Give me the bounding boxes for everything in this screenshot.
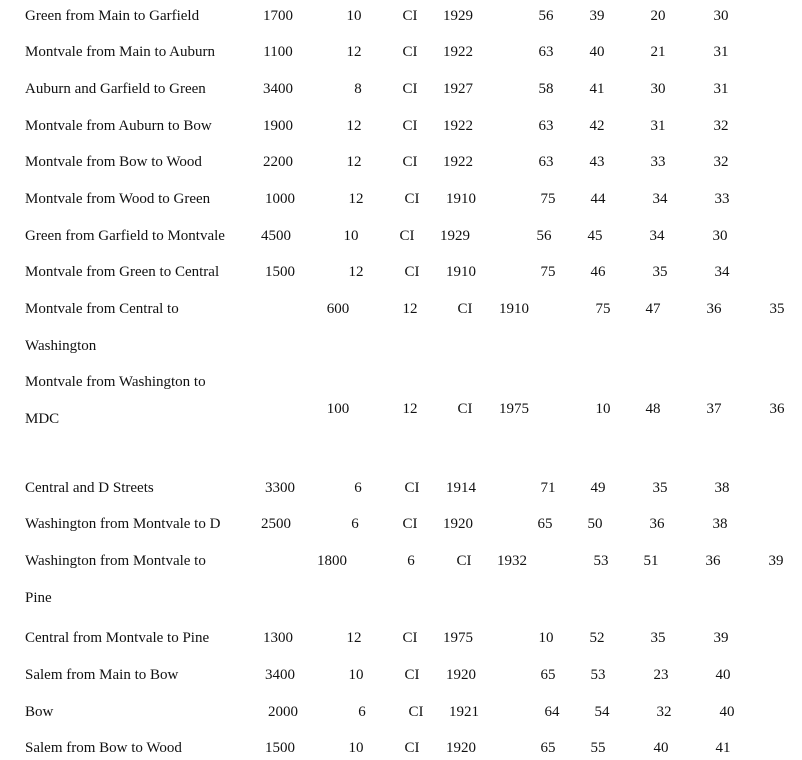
number-cell: 45 <box>587 228 603 244</box>
table-row <box>0 628 802 648</box>
table-row <box>0 478 802 498</box>
value-cell-1: 36 <box>649 516 665 532</box>
value-cell-2: 40 <box>715 667 731 683</box>
length-cell: 2200 <box>263 154 293 170</box>
number-cell: 47 <box>645 301 661 317</box>
location-cell: Central and D Streets <box>25 480 154 496</box>
material-cell: CI <box>402 44 418 60</box>
number-cell: 49 <box>590 480 606 496</box>
value-cell-2: 40 <box>719 704 735 720</box>
year-cell: 1975 <box>499 401 529 417</box>
number-cell: 44 <box>590 191 606 207</box>
length-cell: 1800 <box>317 553 347 569</box>
size-cell: 10 <box>346 8 362 24</box>
value-cell-1: 23 <box>653 667 669 683</box>
value-cell-2: 35 <box>769 301 785 317</box>
number-cell: 46 <box>590 264 606 280</box>
value-cell-2: 36 <box>769 401 785 417</box>
value-cell-1: 33 <box>650 154 666 170</box>
year-cell: 1927 <box>443 81 473 97</box>
table-row <box>0 79 802 99</box>
number-cell: 42 <box>589 118 605 134</box>
year-cell: 1910 <box>446 264 476 280</box>
location-cell: Montvale from Green to Central <box>25 264 220 280</box>
location-cell: Montvale from Central to <box>25 301 179 317</box>
size-cell: 12 <box>402 301 418 317</box>
age-cell: 10 <box>595 401 611 417</box>
number-cell: 39 <box>589 8 605 24</box>
value-cell-2: 32 <box>713 118 729 134</box>
material-cell: CI <box>399 228 415 244</box>
year-cell: 1910 <box>499 301 529 317</box>
location-cell-continued: Washington <box>25 338 97 354</box>
number-cell: 43 <box>589 154 605 170</box>
location-cell: Montvale from Bow to Wood <box>25 154 202 170</box>
length-cell: 100 <box>326 401 350 417</box>
value-cell-2: 38 <box>712 516 728 532</box>
number-cell: 54 <box>594 704 610 720</box>
location-cell-continued: MDC <box>25 411 60 427</box>
length-cell: 2500 <box>261 516 291 532</box>
size-cell: 12 <box>348 264 364 280</box>
value-cell-2: 30 <box>713 8 729 24</box>
value-cell-2: 31 <box>713 44 729 60</box>
value-cell-1: 35 <box>650 630 666 646</box>
length-cell: 1700 <box>263 8 293 24</box>
length-cell: 3300 <box>265 480 295 496</box>
length-cell: 1900 <box>263 118 293 134</box>
table-row <box>0 738 802 758</box>
material-cell: CI <box>404 740 420 756</box>
material-cell: CI <box>404 264 420 280</box>
size-cell: 12 <box>346 630 362 646</box>
value-cell-1: 20 <box>650 8 666 24</box>
number-cell: 52 <box>589 630 605 646</box>
length-cell: 600 <box>326 301 350 317</box>
size-cell: 12 <box>348 191 364 207</box>
age-cell: 56 <box>536 228 552 244</box>
location-cell: Green from Garfield to Montvale <box>25 228 225 244</box>
size-cell: 6 <box>358 704 366 720</box>
value-cell-1: 34 <box>649 228 665 244</box>
material-cell: CI <box>402 630 418 646</box>
value-cell-2: 39 <box>713 630 729 646</box>
table-row <box>0 665 802 685</box>
age-cell: 56 <box>538 8 554 24</box>
number-cell: 40 <box>589 44 605 60</box>
location-cell: Salem from Bow to Wood <box>25 740 182 756</box>
length-cell: 1500 <box>265 264 295 280</box>
location-cell: Salem from Main to Bow <box>25 667 179 683</box>
location-cell: Central from Montvale to Pine <box>25 630 210 646</box>
size-cell: 6 <box>351 516 359 532</box>
value-cell-2: 33 <box>714 191 730 207</box>
year-cell: 1920 <box>446 740 476 756</box>
age-cell: 58 <box>538 81 554 97</box>
number-cell: 48 <box>645 401 661 417</box>
location-cell: Washington from Montvale to <box>25 553 206 569</box>
age-cell: 75 <box>595 301 611 317</box>
number-cell: 51 <box>643 553 659 569</box>
length-cell: 3400 <box>263 81 293 97</box>
location-cell: Montvale from Main to Auburn <box>25 44 215 60</box>
value-cell-1: 31 <box>650 118 666 134</box>
length-cell: 2000 <box>268 704 298 720</box>
size-cell: 12 <box>346 154 362 170</box>
year-cell: 1929 <box>440 228 470 244</box>
year-cell: 1920 <box>443 516 473 532</box>
number-cell: 53 <box>590 667 606 683</box>
age-cell: 10 <box>538 630 554 646</box>
year-cell: 1921 <box>449 704 479 720</box>
value-cell-2: 41 <box>715 740 731 756</box>
value-cell-1: 40 <box>653 740 669 756</box>
location-cell: Washington from Montvale to D <box>25 516 221 532</box>
material-cell: CI <box>456 553 472 569</box>
year-cell: 1975 <box>443 630 473 646</box>
year-cell: 1932 <box>497 553 527 569</box>
year-cell: 1910 <box>446 191 476 207</box>
length-cell: 3400 <box>265 667 295 683</box>
value-cell-1: 36 <box>706 301 722 317</box>
length-cell: 1300 <box>263 630 293 646</box>
length-cell: 1100 <box>263 44 293 60</box>
location-cell: Montvale from Washington to <box>25 374 206 390</box>
age-cell: 71 <box>540 480 556 496</box>
value-cell-2: 38 <box>714 480 730 496</box>
age-cell: 63 <box>538 118 554 134</box>
size-cell: 6 <box>354 480 362 496</box>
location-cell: Bow <box>25 704 54 720</box>
number-cell: 55 <box>590 740 606 756</box>
value-cell-1: 21 <box>650 44 666 60</box>
value-cell-2: 32 <box>713 154 729 170</box>
material-cell: CI <box>402 81 418 97</box>
year-cell: 1929 <box>443 8 473 24</box>
size-cell: 12 <box>346 118 362 134</box>
age-cell: 64 <box>544 704 560 720</box>
table-row <box>0 514 802 534</box>
age-cell: 75 <box>540 264 556 280</box>
size-cell: 12 <box>346 44 362 60</box>
table-row <box>0 152 802 172</box>
location-cell: Auburn and Garfield to Green <box>25 81 206 97</box>
value-cell-1: 30 <box>650 81 666 97</box>
table-row <box>0 399 802 419</box>
table-row <box>0 6 802 26</box>
location-cell-continued: Pine <box>25 590 52 606</box>
table-row <box>0 116 802 136</box>
table-row <box>0 299 802 319</box>
material-cell: CI <box>457 301 473 317</box>
value-cell-1: 37 <box>706 401 722 417</box>
table-row <box>0 42 802 62</box>
table-row <box>0 226 802 246</box>
year-cell: 1914 <box>446 480 476 496</box>
age-cell: 65 <box>540 740 556 756</box>
size-cell: 6 <box>407 553 415 569</box>
number-cell: 41 <box>589 81 605 97</box>
material-cell: CI <box>402 154 418 170</box>
length-cell: 1000 <box>265 191 295 207</box>
size-cell: 8 <box>354 81 362 97</box>
value-cell-1: 32 <box>656 704 672 720</box>
value-cell-1: 34 <box>652 191 668 207</box>
age-cell: 63 <box>538 154 554 170</box>
year-cell: 1922 <box>443 154 473 170</box>
length-cell: 1500 <box>265 740 295 756</box>
material-cell: CI <box>404 667 420 683</box>
size-cell: 10 <box>343 228 359 244</box>
material-cell: CI <box>457 401 473 417</box>
table-row <box>0 702 802 722</box>
value-cell-1: 35 <box>652 480 668 496</box>
material-cell: CI <box>408 704 424 720</box>
value-cell-1: 35 <box>652 264 668 280</box>
age-cell: 75 <box>540 191 556 207</box>
value-cell-2: 31 <box>713 81 729 97</box>
location-cell: Montvale from Auburn to Bow <box>25 118 212 134</box>
year-cell: 1922 <box>443 118 473 134</box>
year-cell: 1920 <box>446 667 476 683</box>
value-cell-2: 34 <box>714 264 730 280</box>
material-cell: CI <box>402 8 418 24</box>
material-cell: CI <box>404 191 420 207</box>
size-cell: 10 <box>348 667 364 683</box>
material-cell: CI <box>402 118 418 134</box>
length-cell: 4500 <box>261 228 291 244</box>
value-cell-2: 30 <box>712 228 728 244</box>
table-row <box>0 551 802 571</box>
value-cell-1: 36 <box>705 553 721 569</box>
size-cell: 12 <box>402 401 418 417</box>
location-cell: Montvale from Wood to Green <box>25 191 211 207</box>
table-row <box>0 262 802 282</box>
table-row <box>0 189 802 209</box>
material-cell: CI <box>404 480 420 496</box>
number-cell: 50 <box>587 516 603 532</box>
age-cell: 63 <box>538 44 554 60</box>
material-cell: CI <box>402 516 418 532</box>
value-cell-2: 39 <box>768 553 784 569</box>
size-cell: 10 <box>348 740 364 756</box>
age-cell: 65 <box>537 516 553 532</box>
age-cell: 65 <box>540 667 556 683</box>
age-cell: 53 <box>593 553 609 569</box>
location-cell: Green from Main to Garfield <box>25 8 200 24</box>
year-cell: 1922 <box>443 44 473 60</box>
